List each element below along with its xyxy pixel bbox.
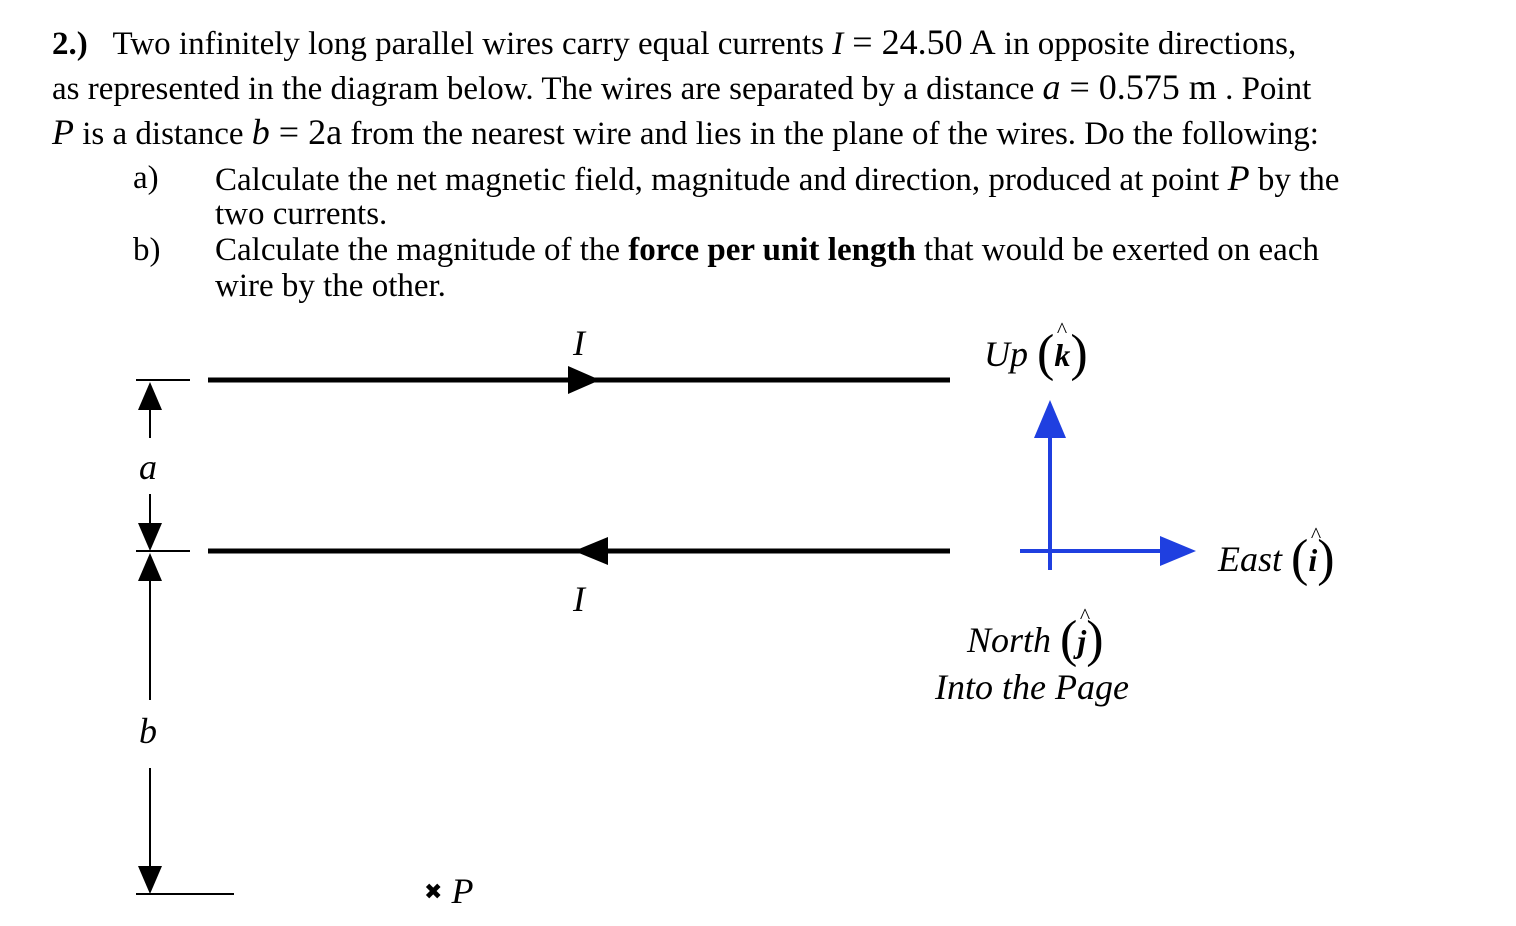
point-marker-icon: ✖ [424,879,443,904]
distance-variable: b [251,112,270,152]
up-axis-label [984,320,1088,382]
problem-text-1b: in opposite directions, [995,26,1297,62]
top-current-arrow [568,366,600,394]
part-b-text: Calculate the magnitude of the [215,232,629,268]
point-variable: P [52,112,74,152]
dim-a-bottom-arrow [138,523,162,551]
part-b-line-2: wire by the other. [215,268,446,304]
dim-b-label: b [139,711,157,751]
part-b-label: b) [133,232,161,268]
dim-a-top-arrow [138,382,162,410]
problem-text-3b: from the nearest wire and lies in the plane of the wires. Do the following: [342,116,1319,152]
part-a-variable: P [1227,158,1250,198]
north-axis-label [967,606,1104,668]
part-b-bold: force per unit length [628,232,916,268]
north-paren-close: ) [1086,611,1104,668]
problem-text-1a: Two infinitely long parallel wires carry equal currents [112,26,833,62]
east-axis-arrow [1160,536,1196,566]
dim-a-label: a [139,447,157,487]
east-paren-close: ) [1317,530,1335,587]
north-unit-vector: j ^ [1077,623,1086,660]
into-page-label: Into the Page [935,667,1129,707]
bottom-current-arrow [574,537,608,565]
north-paren-open: ( [1060,611,1078,668]
problem-number: 2.) [52,26,88,62]
north-label-text: North [967,620,1052,660]
up-paren-open: ( [1037,325,1055,382]
point-label: P [451,871,474,911]
east-unit-vector: i ^ [1308,542,1317,579]
problem-text-2b: . Point [1216,71,1312,107]
problem-text-2a: as represented in the diagram below. The wires are separated by a distance [52,71,1043,107]
part-a-text-end: by the [1249,162,1340,198]
current-value: = 24.50 A [843,22,996,62]
bottom-current-label: I [573,579,585,619]
top-current-label: I [573,323,585,363]
up-label-text: Up [984,334,1028,374]
dim-b-bottom-arrow [138,866,162,894]
up-unit-vector: k ^ [1054,337,1070,374]
separation-variable: a [1042,67,1061,107]
east-label-text: East [1218,539,1283,579]
separation-value: = 0.575 m [1060,67,1217,107]
problem-text-3a: is a distance [74,116,252,152]
east-paren-open: ( [1291,530,1309,587]
point-p [424,870,473,912]
part-a-line-2: two currents. [215,196,388,232]
part-b-text-end: that would be exerted on each [915,232,1319,268]
up-paren-close: ) [1070,325,1088,382]
distance-value: = 2a [269,112,343,152]
part-a-label: a) [133,160,159,196]
up-axis-arrow [1034,400,1066,438]
east-axis-label [1218,525,1335,587]
part-a-text: Calculate the net magnetic field, magnitude and direction, produced at point [215,162,1228,198]
current-variable: I [832,26,844,62]
